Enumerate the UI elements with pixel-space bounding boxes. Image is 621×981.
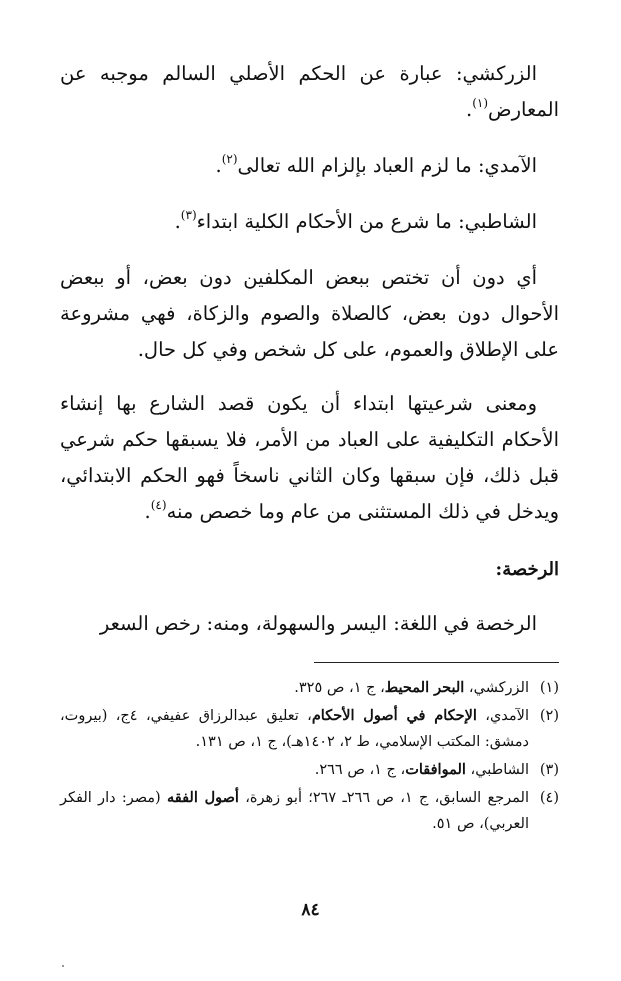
footnote-number: (٣) (539, 762, 559, 778)
paragraph-text: الشاطبي: ما شرع من الأحكام الكلية ابتداء (196, 210, 537, 233)
footnote-book-title: البحر المحيط (384, 679, 465, 696)
footnote-item (60, 675, 559, 701)
main-text (60, 56, 559, 642)
paragraph-end-mark: . (144, 500, 151, 523)
footnote-text (60, 703, 529, 755)
footnote-author: الزركشي، (464, 680, 529, 696)
footnote-details: (مصر: دار الفكر العربي)، ص ٥١. (60, 790, 529, 832)
paragraph-end-mark: . (174, 210, 181, 233)
paragraph-end-mark: . (215, 154, 222, 177)
footnote-book-title: الإحكام في أصول الأحكام (311, 707, 477, 724)
paragraph-shatibi-definition (60, 204, 559, 242)
page-number: ٨٤ (301, 900, 320, 920)
footnotes (60, 675, 559, 837)
paragraph-meaning-of-initiation (60, 386, 559, 532)
footnote-book-title: الموافقات (405, 761, 466, 778)
paragraph-text: الزركشي: عبارة عن الحكم الأصلي السالم موجبه عن المعارض (60, 62, 559, 121)
paragraph-zarkashi-definition (60, 56, 559, 130)
section-heading-rukhsa: الرخصة: (495, 559, 559, 580)
footnote-author: المرجع السابق، ج ١، ص ٢٦٦ـ ٢٦٧؛ أبو زهرة، (238, 790, 529, 806)
paragraph-text: الرخصة في اللغة: اليسر والسهولة، ومنه: رخص السعر (99, 612, 537, 635)
footnote-text (60, 757, 529, 783)
footnote-author: الآمدي، (476, 708, 529, 724)
paragraph-text: الآمدي: ما لزم العباد بإلزام الله تعالى (237, 154, 537, 177)
footnote-number: (١) (539, 680, 559, 696)
footnote-number: (٤) (539, 790, 559, 806)
paragraph-text: ومعنى شرعيتها ابتداء أن يكون قصد الشارع بها إنشاء الأحكام التكليفية على العباد من الأمر، فلا يسبقها حكم شرعي قبل ذلك، فإن سبقها وكان الثاني ناسخاً فهو الحكم الابتدائي، ويدخل في ذلك المستثنى من عام وما خصص منه (60, 392, 559, 523)
footnote-number: (٢) (539, 708, 559, 724)
footnote-details: ، ج ١، ص ٢٦٦. (314, 762, 406, 778)
footnote-item (60, 757, 559, 783)
paragraph-amidi-definition (60, 148, 559, 186)
paragraph-end-mark: . (465, 98, 473, 121)
footnote-item (60, 703, 559, 755)
footnote-book-title: أصول الفقه (166, 789, 239, 806)
footnote-author: الشاطبي، (465, 762, 529, 778)
footnote-ref-1: (١) (472, 96, 489, 110)
scan-speck (62, 965, 64, 967)
footnote-ref-3: (٣) (180, 208, 197, 222)
footnote-item (60, 785, 559, 837)
paragraph-explanation (60, 260, 559, 368)
footnote-ref-2: (٢) (221, 152, 238, 166)
footnote-text (60, 785, 529, 837)
paragraph-rukhsa-language (60, 606, 559, 642)
footnote-text (60, 675, 529, 701)
footnote-details: ، ج ١، ص ٣٢٥. (294, 680, 385, 696)
footnote-details: ، تعليق عبدالرزاق عفيفي، ٤ج، (بيروت، دمشق: المكتب الإسلامي، ط ٢، ١٤٠٢هـ)، ج ١، ص ١٣١. (60, 708, 529, 750)
footnote-ref-4: (٤) (150, 498, 167, 512)
footnote-separator (314, 662, 559, 663)
paragraph-text: أي دون أن تختص ببعض المكلفين دون بعض، أو ببعض الأحوال دون بعض، كالصلاة والصوم والزكاة، فهي مشروعة على الإطلاق والعموم، على كل شخص وفي كل حال. (60, 266, 559, 361)
